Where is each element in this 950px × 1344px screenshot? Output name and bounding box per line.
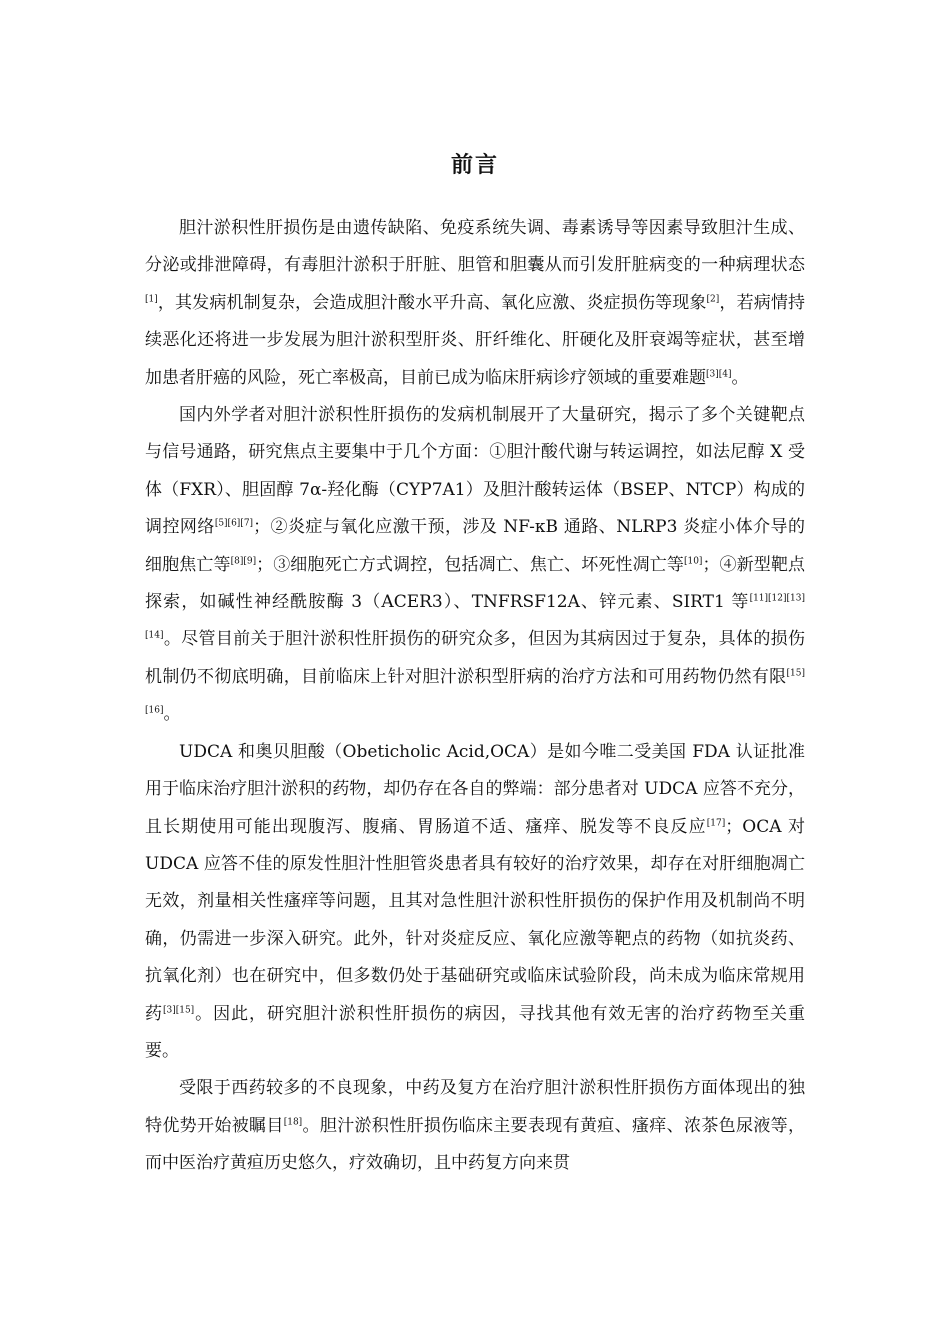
- citation-ref: [5][6][7]: [214, 518, 254, 529]
- paragraph: [145, 397, 805, 734]
- paragraph: [145, 210, 805, 397]
- paragraph-text: ，其发病机制复杂，会造成胆汁酸水平升高、氧化应激、炎症损伤等现象: [157, 292, 707, 313]
- paragraph-text: ，若病情持续恶化还将进一步发展为胆汁淤积型肝炎、肝纤维化、肝硬化及肝衰竭等症状，甚至增加患者肝癌的风险，死亡率极高，目前已成为临床肝病诊疗领域的重要难题: [145, 292, 806, 388]
- paragraph-text: 国内外学者对胆汁淤积性肝损伤的发病机制展开了大量研究，揭示了多个关键靶点与信号通路，研究焦点主要集中于几个方面：①胆汁酸代谢与转运调控，如法尼醇 X 受体（FXR）、胆固醇 7α-羟化酶（CYP7A1）及胆汁酸转运体（BSEP、NTCP）构成的调控网络: [145, 405, 805, 538]
- paragraph: [145, 1070, 805, 1182]
- paragraph-text: 胆汁淤积性肝损伤是由遗传缺陷、免疫系统失调、毒素诱导等因素导致胆汁生成、分泌或排泄障碍，有毒胆汁淤积于肝脏、胆管和胆囊从而引发肝脏病变的一种病理状态: [145, 218, 805, 276]
- paragraph-text: ；OCA 对 UDCA 应答不佳的原发性胆汁性胆管炎患者具有较好的治疗效果，却存在对肝细胞凋亡无效，剂量相关性瘙痒等问题，且其对急性胆汁淤积性肝损伤的保护作用及机制尚不明确，仍需进一步深入研究。此外，针对炎症反应、氧化应激等靶点的药物（如抗炎药、抗氧化剂）也在研究中，但多数仍处于基础研究或临床试验阶段，尚未成为临床常规用药: [145, 816, 806, 1024]
- paragraph-text: ；②炎症与氧化应激干预，涉及 NF-κB 通路、NLRP3 炎症小体介导的细胞焦亡等: [145, 517, 806, 575]
- paragraph-text: 。因此，研究胆汁淤积性肝损伤的病因，寻找其他有效无害的治疗药物至关重要。: [145, 1003, 806, 1061]
- citation-ref: [2]: [706, 294, 720, 305]
- citation-ref: [3][15]: [162, 1004, 195, 1015]
- citation-ref: [3][4]: [706, 368, 732, 379]
- citation-ref: [8][9]: [230, 556, 257, 566]
- paragraph-text: ；④新型靶点探索，如碱性神经酰胺酶 3（ACER3）、TNFRSF12A、锌元素、SIRT1 等: [145, 554, 806, 613]
- citation-ref: [18]: [283, 1117, 303, 1128]
- paragraph-text: UDCA 和奥贝胆酸（Obeticholic Acid,OCA）是如今唯二受美国 FDA 认证批准用于临床治疗胆汁淤积的药物，却仍存在各自的弊端：部分患者对 UDCA 应答不充分，且长期使用可能出现腹泻、腹痛、胃肠道不适、瘙痒、脱发等不良反应: [145, 741, 805, 837]
- paragraph-text: 。尽管目前关于胆汁淤积性肝损伤的研究众多，但因为其病因过于复杂，具体的损伤机制仍不彻底明确，目前临床上针对胆汁淤积型肝病的治疗方法和可用药物仍然有限: [145, 629, 805, 687]
- paragraph-text: 。胆汁淤积性肝损伤临床主要表现有黄疸、瘙痒、浓茶色尿液等，而中医治疗黄疸历史悠久，疗效确切，且中药复方向来贯: [145, 1115, 806, 1174]
- paragraph: [145, 734, 805, 1071]
- paragraph-text: ；③细胞死亡方式调控，包括凋亡、焦亡、坏死性凋亡等: [256, 554, 684, 575]
- document-body: [145, 210, 805, 1183]
- citation-ref: [11][12][13][14]: [145, 593, 805, 641]
- citation-ref: [17]: [706, 817, 726, 828]
- page-title: 前言: [450, 153, 499, 178]
- citation-ref: [1]: [145, 294, 158, 305]
- paragraph-text: 受限于西药较多的不良现象，中药及复方在治疗胆汁淤积性肝损伤方面体现出的独特优势开始被瞩目: [145, 1078, 805, 1136]
- citation-ref: [15][16]: [145, 668, 805, 716]
- citation-ref: [10]: [683, 556, 703, 566]
- paragraph-text: 。: [731, 367, 749, 388]
- paragraph-text: 。: [163, 704, 181, 725]
